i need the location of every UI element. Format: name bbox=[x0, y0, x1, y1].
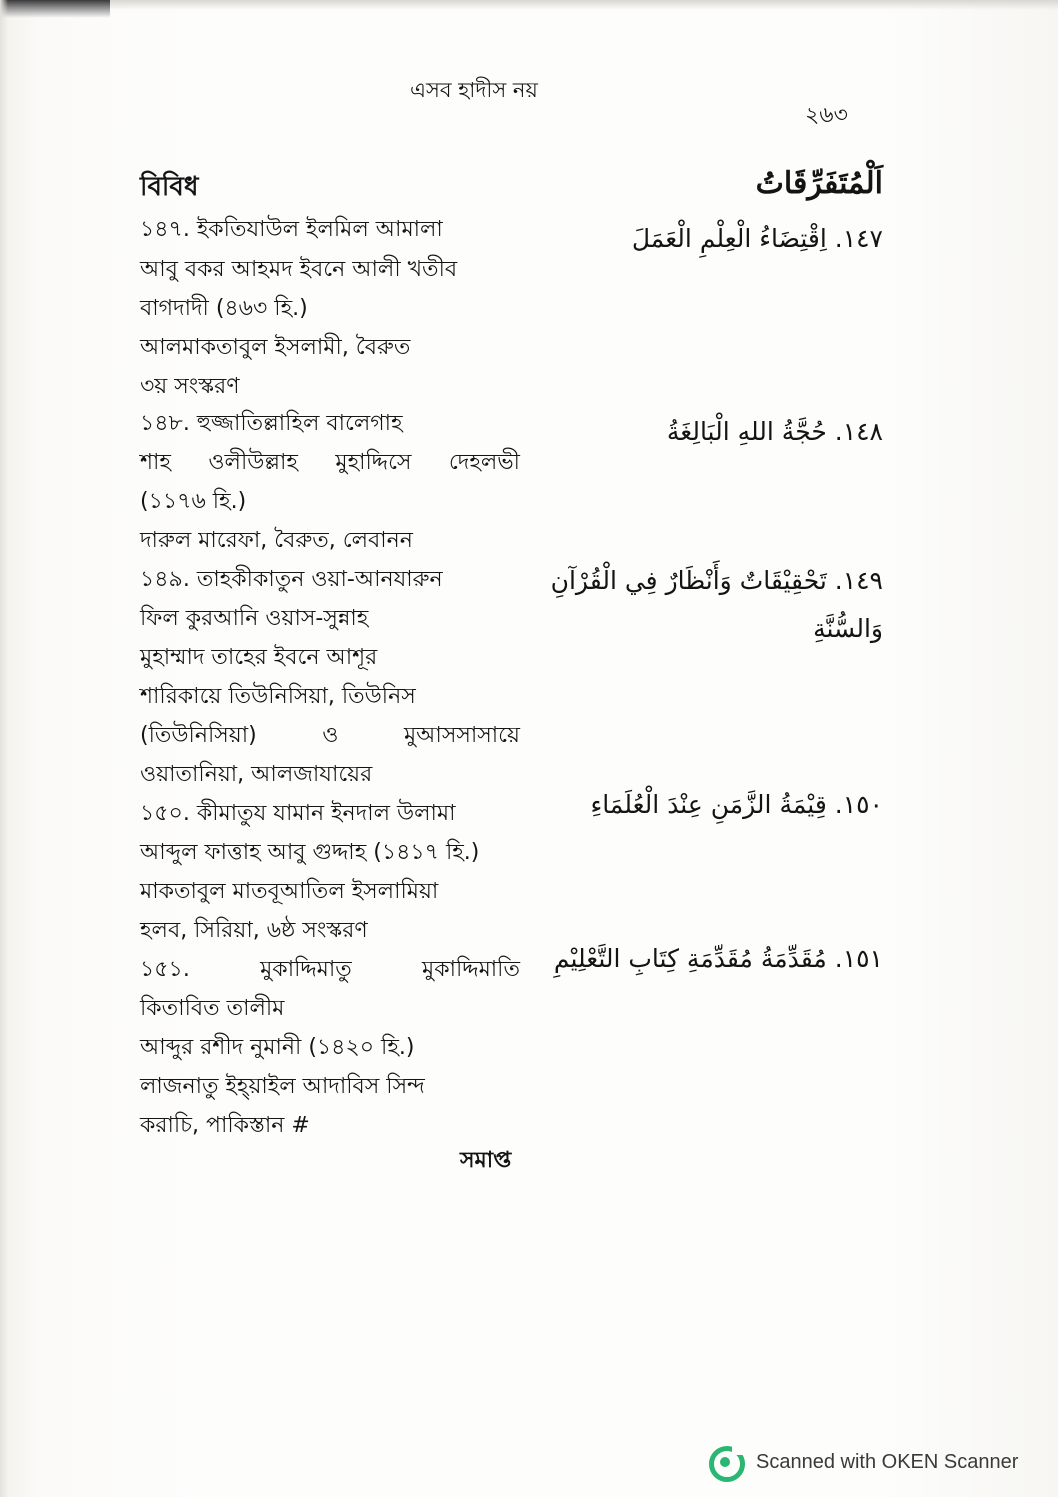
scanner-watermark-text: Scanned with OKEN Scanner bbox=[756, 1450, 1019, 1473]
entry-149-line-3: মুহাম্মাদ তাহের ইবনে আশূর bbox=[140, 645, 378, 670]
entry-151-line-2: কিতাবিত তালীম bbox=[140, 996, 285, 1021]
entry-148-arabic-number: ١٤٨. bbox=[834, 417, 883, 446]
page-number: ২৬৩ bbox=[805, 103, 848, 128]
entry-151-line-1: ১৫১. মুকাদ্দিমাতু মুকাদ্দিমাতি bbox=[140, 957, 520, 982]
entry-150-line-1: ১৫০. কীমাতুয যামান ইনদাল উলামা bbox=[140, 801, 456, 826]
entry-149-line-2: ফিল কুরআনি ওয়াস-সুন্নাহ bbox=[140, 606, 369, 631]
entry-148-line-1: ১৪৮. হুজ্জাতিল্লাহিল বালেগাহ bbox=[140, 411, 403, 436]
section-title-arabic: اَلْمُتَفَرِّقَاتُ bbox=[755, 166, 883, 201]
entry-147-arabic-title: اِقْتِضَاءُ الْعِلْمِ الْعَمَلَ bbox=[631, 224, 827, 253]
entry-147-line-1: ১৪৭. ইকতিযাউল ইলমিল আমালা bbox=[140, 217, 443, 242]
entry-147-arabic bbox=[632, 224, 883, 253]
entry-149-arabic bbox=[551, 566, 883, 595]
scan-left-edge bbox=[0, 0, 8, 1497]
entry-147-arabic-number: ١٤٧. bbox=[834, 224, 883, 253]
entry-148-line-3: (১১৭৬ হি.) bbox=[140, 489, 247, 514]
entry-148-line-2: শাহ ওলীউল্লাহ মুহাদ্দিসে দেহলভী bbox=[140, 450, 520, 475]
entry-151-arabic-title: مُقَدِّمَةُ مُقَدِّمَةِ كِتَابِ التَّعْلِيْمِ bbox=[553, 944, 827, 973]
oken-scanner-logo-icon bbox=[706, 1443, 744, 1481]
entry-151-arabic bbox=[554, 944, 883, 973]
entry-147-line-3: বাগদাদী (৪৬৩ হি.) bbox=[140, 296, 308, 321]
entry-150-line-2: আব্দুল ফাত্তাহ আবু গুদ্দাহ (১৪১৭ হি.) bbox=[140, 840, 480, 865]
entry-150-line-3: মাকতাবুল মাতবূআতিল ইসলামিয়া bbox=[140, 879, 439, 904]
entry-149-line-4: শারিকায়ে তিউনিসিয়া, তিউনিস bbox=[140, 684, 416, 709]
entry-150-arabic-title: قِيْمَةُ الزَّمَنِ عِنْدَ الْعُلَمَاءِ bbox=[590, 790, 827, 819]
closing-word: সমাপ্ত bbox=[460, 1148, 512, 1173]
entry-149-line-5: (তিউনিসিয়া) ও মুআসসাসায়ে bbox=[140, 723, 520, 748]
entry-147-line-4: আলমাকতাবুল ইসলামী, বৈরুত bbox=[140, 335, 411, 360]
section-title-bengali: বিবিধ bbox=[140, 172, 199, 202]
entry-148-arabic bbox=[667, 417, 883, 446]
entry-147-line-2: আবু বকর আহমদ ইবনে আলী খতীব bbox=[140, 257, 458, 282]
entry-151-line-5: করাচি, পাকিস্তান # bbox=[140, 1113, 310, 1138]
entry-148-arabic-title: حُجَّةُ اللهِ الْبَالِغَةُ bbox=[666, 417, 827, 446]
entry-147-line-5: ৩য় সংস্করণ bbox=[140, 374, 240, 399]
entry-149-line-6: ওয়াতানিয়া, আলজাযায়ের bbox=[140, 762, 373, 787]
entry-149-arabic-continuation: وَالسُّنَّةِ bbox=[813, 614, 883, 643]
entry-151-arabic-number: ١٥١. bbox=[834, 944, 883, 973]
entry-149-arabic-title: تَحْقِيْقَاتٌ وَأَنْظَارٌ فِي الْقُرْآنِ bbox=[550, 566, 827, 595]
entry-151-line-4: লাজনাতু ইহ্য়াইল আদাবিস সিন্দ bbox=[140, 1074, 425, 1099]
entry-149-arabic-number: ١٤٩. bbox=[834, 566, 883, 595]
scanner-watermark bbox=[706, 1440, 1046, 1484]
entry-150-line-4: হলব, সিরিয়া, ৬ষ্ঠ সংস্করণ bbox=[140, 918, 368, 943]
scan-top-edge bbox=[110, 0, 1058, 10]
entry-151-line-3: আব্দুর রশীদ নুমানী (১৪২০ হি.) bbox=[140, 1035, 415, 1060]
scan-corner-shadow bbox=[0, 0, 110, 18]
running-head: এসব হাদীস নয় bbox=[410, 78, 538, 102]
entry-150-arabic-number: ١٥٠. bbox=[834, 790, 883, 819]
entry-149-line-1: ১৪৯. তাহকীকাতুন ওয়া-আনযারুন bbox=[140, 567, 443, 592]
entry-150-arabic bbox=[591, 790, 883, 819]
entry-148-line-4: দারুল মারেফা, বৈরুত, লেবানন bbox=[140, 528, 413, 553]
